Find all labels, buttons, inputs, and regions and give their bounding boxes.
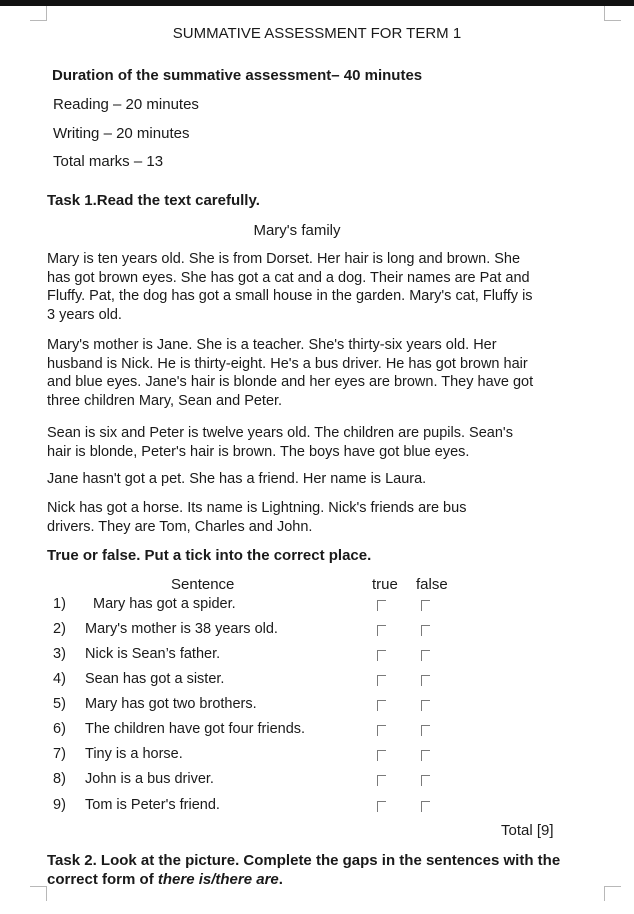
true-checkbox[interactable] [377,801,386,812]
story-paragraph-2 [47,336,617,410]
statement-text: Tom is Peter's friend. [85,797,220,813]
false-checkbox[interactable] [421,775,430,786]
text-line: Task 2. Look at the picture. Complete the gaps in the sentences with the [47,852,561,869]
top-border [0,0,634,6]
page-corner-mark [604,6,621,21]
text-fragment: . [278,871,283,888]
statement-text: Mary's mother is 38 years old. [85,621,278,637]
false-checkbox[interactable] [421,675,430,686]
statement-row [0,621,634,641]
statement-row [0,646,634,666]
statement-number: 5) [53,696,66,712]
true-checkbox[interactable] [377,675,386,686]
statement-number: 2) [53,621,66,637]
false-checkbox[interactable] [421,700,430,711]
true-checkbox[interactable] [377,650,386,661]
statement-text: The children have got four friends. [85,721,306,737]
page-corner-mark [30,886,47,901]
true-checkbox[interactable] [377,700,386,711]
statement-number: 9) [53,797,66,813]
text-line: husband is Nick. He is thirty-eight. He's a bus driver. He has got brown hair [47,355,528,372]
duration-line: Duration of the summative assessment– 40 minutes [52,67,423,84]
text-fragment: correct form of [47,871,158,888]
total-marks: Total marks – 13 [53,153,164,170]
statement-number: 4) [53,671,66,687]
column-header-true: true [372,576,398,593]
true-checkbox[interactable] [377,600,386,611]
true-checkbox[interactable] [377,625,386,636]
text-line: Jane hasn't got a pet. She has a friend. Her name is Laura. [47,471,427,487]
statement-number: 7) [53,746,66,762]
false-checkbox[interactable] [421,600,430,611]
text-line: Mary's mother is Jane. She is a teacher. She's thirty-six years old. Her [47,337,497,353]
statement-text: Tiny is a horse. [85,746,183,762]
false-checkbox[interactable] [421,725,430,736]
text-line: Nick has got a horse. Its name is Lightning. Nick's friends are bus [47,500,467,516]
text-line: hair is blonde, Peter's hair is brown. The boys have got blue eyes. [47,443,470,460]
text-line [47,870,617,889]
false-checkbox[interactable] [421,801,430,812]
story-paragraph-4 [47,470,617,489]
statement-number: 6) [53,721,66,737]
statement-row [0,771,634,791]
story-paragraph-1 [47,250,617,324]
text-line: Sean is six and Peter is twelve years old. The children are pupils. Sean's [47,425,513,441]
task2-instruction [47,851,617,889]
column-header-sentence: Sentence [171,576,235,593]
false-checkbox[interactable] [421,750,430,761]
total-score: Total [9] [501,822,554,839]
statement-number: 8) [53,771,66,787]
statement-row [0,671,634,691]
italic-phrase: there is/there are [157,871,279,888]
statement-text: Nick is Sean’s father. [85,646,221,662]
false-checkbox[interactable] [421,625,430,636]
text-line: three children Mary, Sean and Peter. [47,392,283,409]
writing-time: Writing – 20 minutes [53,125,190,142]
statement-row [0,797,634,817]
story-paragraph-5 [47,499,617,536]
statement-row [0,721,634,741]
page-corner-mark [30,6,47,21]
text-line: 3 years old. [47,306,122,323]
task1-heading: Task 1.Read the text carefully. [47,192,260,209]
true-checkbox[interactable] [377,775,386,786]
statement-text: Sean has got a sister. [85,671,225,687]
statement-row [0,596,634,616]
story-paragraph-3 [47,424,617,461]
statement-number: 3) [53,646,66,662]
statement-number: 1) [53,596,66,612]
statement-text: John is a bus driver. [85,771,214,787]
text-line: drivers. They are Tom, Charles and John. [47,518,313,535]
text-line: has got brown eyes. She has got a cat and a dog. Their names are Pat and [47,269,530,286]
statement-row [0,746,634,766]
true-checkbox[interactable] [377,725,386,736]
true-checkbox[interactable] [377,750,386,761]
column-header-false: false [416,576,448,593]
true-false-instruction: True or false. Put a tick into the correct place. [47,547,372,564]
statement-text: Mary has got two brothers. [85,696,257,712]
statement-row [0,696,634,716]
reading-time: Reading – 20 minutes [53,96,199,113]
statement-text: Mary has got a spider. [93,596,236,612]
text-line: Fluffy. Pat, the dog has got a small house in the garden. Mary's cat, Fluffy is [47,288,533,304]
text-line: and blue eyes. Jane's hair is blonde and her eyes are brown. They have got [47,374,534,390]
false-checkbox[interactable] [421,650,430,661]
text-line: Mary is ten years old. She is from Dorset. Her hair is long and brown. She [47,251,521,267]
page-title: SUMMATIVE ASSESSMENT FOR TERM 1 [172,25,462,42]
story-title: Mary's family [253,222,341,239]
